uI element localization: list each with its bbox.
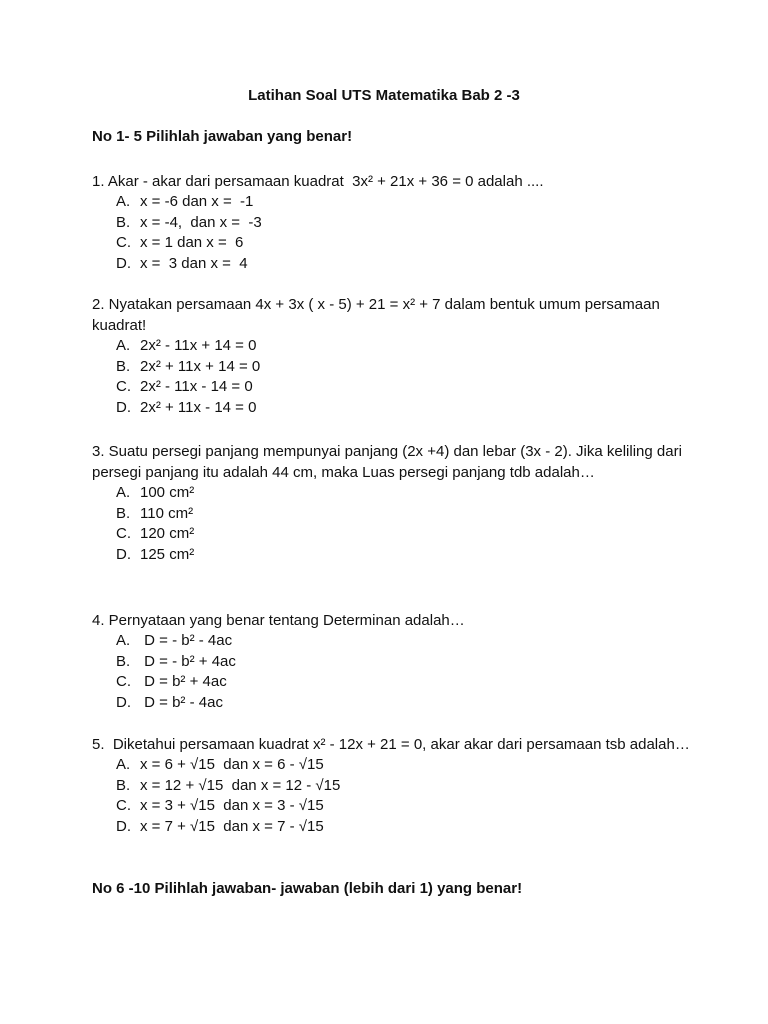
option-text: x = 3 dan x = 4 — [140, 255, 248, 273]
option-a — [92, 631, 692, 652]
option-text: 2x² + 11x + 14 = 0 — [140, 357, 261, 375]
option-a — [92, 483, 692, 504]
option-text: 110 cm² — [140, 504, 194, 522]
option-text: D = - b² - 4ac — [140, 632, 233, 649]
question-4 — [92, 610, 692, 714]
option-d — [92, 254, 692, 275]
option-letter: B. — [116, 652, 131, 670]
option-letter: A. — [116, 484, 131, 501]
question-text: 2. Nyatakan persamaan 4x + 3x ( x - 5) + 21 = x² + 7 dalam bentuk umum persamaan kuadrat! — [92, 296, 664, 334]
option-c — [92, 524, 692, 545]
option-d — [92, 398, 692, 419]
option-letter: D. — [116, 818, 131, 836]
option-a — [92, 192, 692, 213]
question-text: 4. Pernyataan yang benar tentang Determinan adalah… — [92, 612, 465, 629]
option-text: x = -4, dan x = -3 — [140, 213, 262, 231]
option-letter: C. — [116, 525, 131, 543]
option-text: D = b² - 4ac — [140, 694, 223, 712]
option-list — [92, 192, 692, 275]
option-letter: C. — [116, 378, 131, 396]
option-text: x = 1 dan x = 6 — [140, 234, 244, 252]
option-list — [92, 755, 692, 838]
option-letter: A. — [116, 756, 131, 773]
question-5 — [92, 734, 692, 838]
document-title: Latihan Soal UTS Matematika Bab 2 -3 — [248, 87, 520, 104]
option-list — [92, 336, 692, 419]
option-letter: A. — [116, 337, 131, 354]
option-c — [92, 796, 692, 817]
question-text: 1. Akar - akar dari persamaan kuadrat 3x² + 21x + 36 = 0 adalah .... — [92, 173, 544, 190]
option-b — [92, 504, 692, 525]
option-c — [92, 672, 692, 693]
section-heading-2: No 6 -10 Pilihlah jawaban- jawaban (lebih dari 1) yang benar! — [92, 880, 523, 897]
section-heading-1: No 1- 5 Pilihlah jawaban yang benar! — [92, 128, 353, 145]
option-a — [92, 336, 692, 357]
option-text: x = 6 + √15 dan x = 6 - √15 — [140, 756, 324, 773]
option-letter: A. — [116, 632, 131, 649]
option-a — [92, 755, 692, 776]
option-text: x = -6 dan x = -1 — [140, 193, 254, 210]
option-b — [92, 213, 692, 234]
option-letter: B. — [116, 213, 131, 231]
option-c — [92, 377, 692, 398]
question-2 — [92, 294, 692, 419]
option-text: x = 7 + √15 dan x = 7 - √15 — [140, 818, 324, 836]
option-letter: B. — [116, 776, 131, 794]
option-text: 120 cm² — [140, 525, 195, 543]
option-letter: D. — [116, 255, 131, 273]
option-list — [92, 483, 692, 566]
option-text: 100 cm² — [140, 484, 195, 501]
option-text: 2x² - 11x + 14 = 0 — [140, 337, 257, 354]
option-d — [92, 545, 692, 566]
option-letter: C. — [116, 797, 131, 815]
option-b — [92, 357, 692, 378]
option-text: 125 cm² — [140, 546, 195, 564]
question-1 — [92, 171, 692, 275]
option-text: x = 12 + √15 dan x = 12 - √15 — [140, 776, 341, 794]
question-text: 5. Diketahui persamaan kuadrat x² - 12x + 21 = 0, akar akar dari persamaan tsb adalah… — [92, 736, 690, 753]
option-b — [92, 652, 692, 673]
option-letter: D. — [116, 694, 131, 712]
option-text: D = b² + 4ac — [140, 673, 227, 691]
option-d — [92, 693, 692, 714]
option-letter: A. — [116, 193, 131, 210]
option-text: 2x² - 11x - 14 = 0 — [140, 378, 253, 396]
option-d — [92, 817, 692, 838]
option-text: x = 3 + √15 dan x = 3 - √15 — [140, 797, 324, 815]
option-text: D = - b² + 4ac — [140, 652, 236, 670]
option-letter: D. — [116, 399, 131, 417]
option-letter: B. — [116, 357, 131, 375]
option-list — [92, 631, 692, 714]
option-b — [92, 776, 692, 797]
option-letter: B. — [116, 504, 131, 522]
option-letter: C. — [116, 234, 131, 252]
option-letter: C. — [116, 673, 131, 691]
question-text: 3. Suatu persegi panjang mempunyai panjang (2x +4) dan lebar (3x - 2). Jika keliling dari persegi panjang itu adalah 44 cm, maka Luas persegi panjang tdb adalah… — [92, 443, 687, 481]
question-3 — [92, 441, 692, 566]
option-c — [92, 233, 692, 254]
option-letter: D. — [116, 546, 131, 564]
option-text: 2x² + 11x - 14 = 0 — [140, 399, 257, 417]
